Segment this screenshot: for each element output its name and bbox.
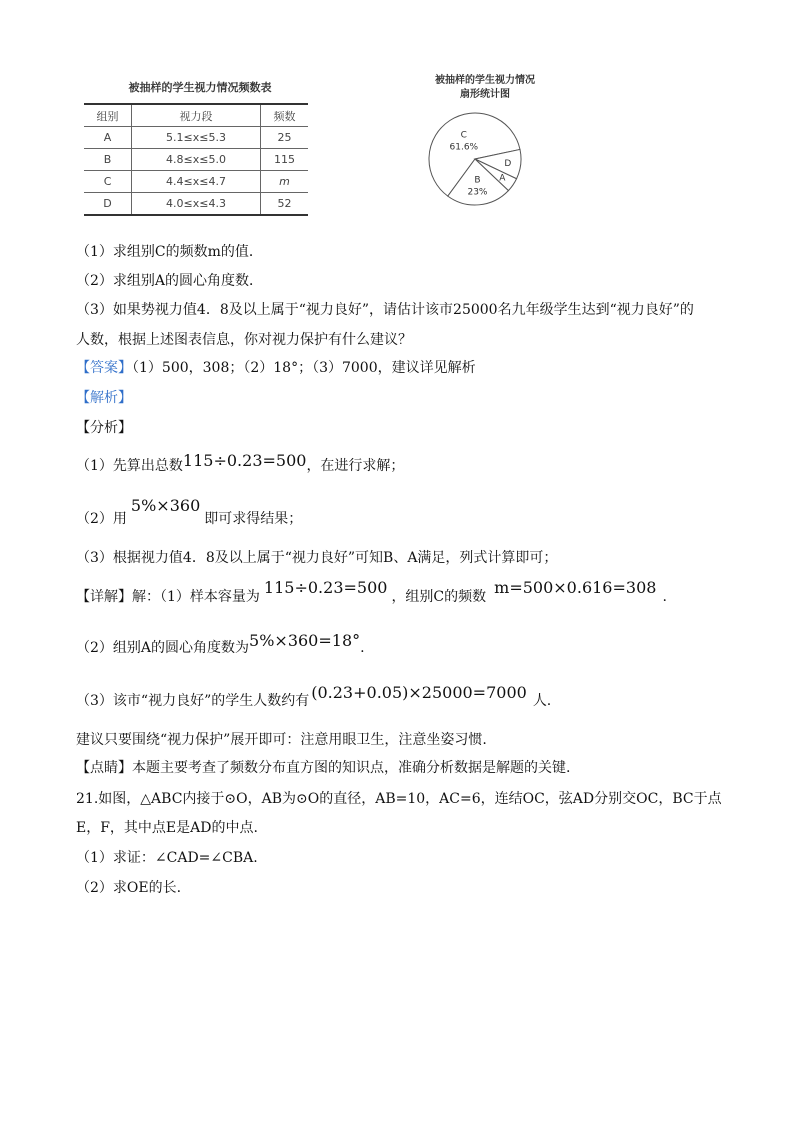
- table-header-row: [84, 104, 308, 127]
- pie-chart: [420, 104, 560, 214]
- table-cell: 4.4≤x≤4.7: [132, 171, 261, 193]
- text-span: 【详解】解：（1）样本容量为: [76, 589, 260, 605]
- table-cell: B: [84, 149, 132, 171]
- detail-1: [76, 578, 667, 607]
- text-span: ，组别C的频数: [391, 589, 487, 605]
- math-expression: 5%×360: [130, 496, 201, 515]
- analysis-tag: 【解析】: [76, 390, 132, 406]
- question-3-line2: 人数，根据上述图表信息，你对视力保护有什么建议？: [76, 332, 412, 348]
- table-cell: 115: [260, 149, 308, 171]
- question-1: （1）求组别C的频数m的值．: [76, 244, 263, 260]
- question-3-line1: （3）如果势视力值4．8及以上属于“视力良好”，请估计该市25000名九年级学生达到“视力良好”的: [76, 302, 694, 318]
- math-expression: 115÷0.23=500: [182, 451, 307, 470]
- question-21-part2: （2）求OE的长.: [76, 880, 182, 896]
- pie-label-d: D: [504, 158, 512, 169]
- table-cell: 5.1≤x≤5.3: [132, 127, 261, 149]
- pie-chart-title: [400, 74, 570, 102]
- text-span: ，在进行求解；: [306, 458, 405, 474]
- text-span: （1）先算出总数: [76, 458, 183, 474]
- math-expression: 5%×360=18°: [249, 631, 361, 650]
- pie-value-label-b: 23%: [467, 187, 488, 198]
- frequency-table: [84, 103, 308, 216]
- text-span: 人.: [532, 693, 552, 709]
- key-point: 【点睛】本题主要考查了频数分布直方图的知识点，准确分析数据是解题的关键.: [76, 760, 571, 776]
- text-span: （2）组别A的圆心角度数为: [76, 640, 250, 656]
- question-21-line2: E，F，其中点E是AD的中点.: [76, 820, 258, 836]
- table-cell: m: [260, 171, 308, 193]
- table-row: [84, 171, 308, 193]
- table-cell: C: [84, 171, 132, 193]
- table-header: 组别: [84, 104, 132, 127]
- question-21-part1: （1）求证：∠CAD=∠CBA.: [76, 850, 258, 866]
- text-span: .: [662, 589, 667, 605]
- table-row: [84, 193, 308, 216]
- pie-label-b: B: [474, 175, 481, 186]
- pie-value-label-c: 61.6%: [449, 142, 479, 153]
- table-cell: 52: [260, 193, 308, 216]
- analysis-3: （3）根据视力值4．8及以上属于“视力良好”可知B、A满足，列式计算即可；: [76, 550, 558, 566]
- detail-2: [76, 631, 365, 658]
- question-21-line1: 21.如图，△ABC内接于⊙O，AB为⊙O的直径，AB=10，AC=6，连结OC，弦AD分别交OC，BC于点: [76, 791, 722, 807]
- detail-3: [76, 683, 552, 711]
- analysis-2: [76, 496, 303, 529]
- answer-body: （1）500，308；（2）18°；（3）7000，建议详见解析: [132, 360, 476, 376]
- table-cell: D: [84, 193, 132, 216]
- table-cell: 4.8≤x≤5.0: [132, 149, 261, 171]
- math-expression: 115÷0.23=500: [263, 578, 388, 597]
- text-span: （3）该市“视力良好”的学生人数约有: [76, 693, 310, 709]
- suggestion: 建议只要围绕“视力保护”展开即可：注意用眼卫生，注意坐姿习惯.: [76, 732, 487, 748]
- pie-title-line1: 被抽样的学生视力情况: [435, 75, 535, 86]
- math-expression: m=500×0.616=308: [494, 578, 657, 597]
- analysis-1: [76, 451, 405, 476]
- answer-line: [76, 358, 476, 378]
- table-row: [84, 149, 308, 171]
- text-span: 即可求得结果；: [204, 511, 303, 527]
- text-span: .: [360, 640, 365, 656]
- analysis-heading: 【分析】: [76, 420, 132, 436]
- question-2: （2）求组别A的圆心角度数．: [76, 273, 264, 289]
- text-span: （2）用: [76, 511, 127, 527]
- pie-title-line2: 扇形统计图: [460, 89, 510, 100]
- table-header: 频数: [260, 104, 308, 127]
- table-cell: 4.0≤x≤4.3: [132, 193, 261, 216]
- table-cell: 25: [260, 127, 308, 149]
- answer-tag: 【答案】: [76, 360, 132, 376]
- table-row: [84, 127, 308, 149]
- pie-label-a: A: [499, 173, 506, 184]
- table-cell: A: [84, 127, 132, 149]
- table-header: 视力段: [132, 104, 261, 127]
- table-title: 被抽样的学生视力情况频数表: [128, 81, 272, 94]
- pie-label-c: C: [460, 130, 467, 141]
- math-expression: (0.23+0.05)×25000=7000: [311, 683, 527, 702]
